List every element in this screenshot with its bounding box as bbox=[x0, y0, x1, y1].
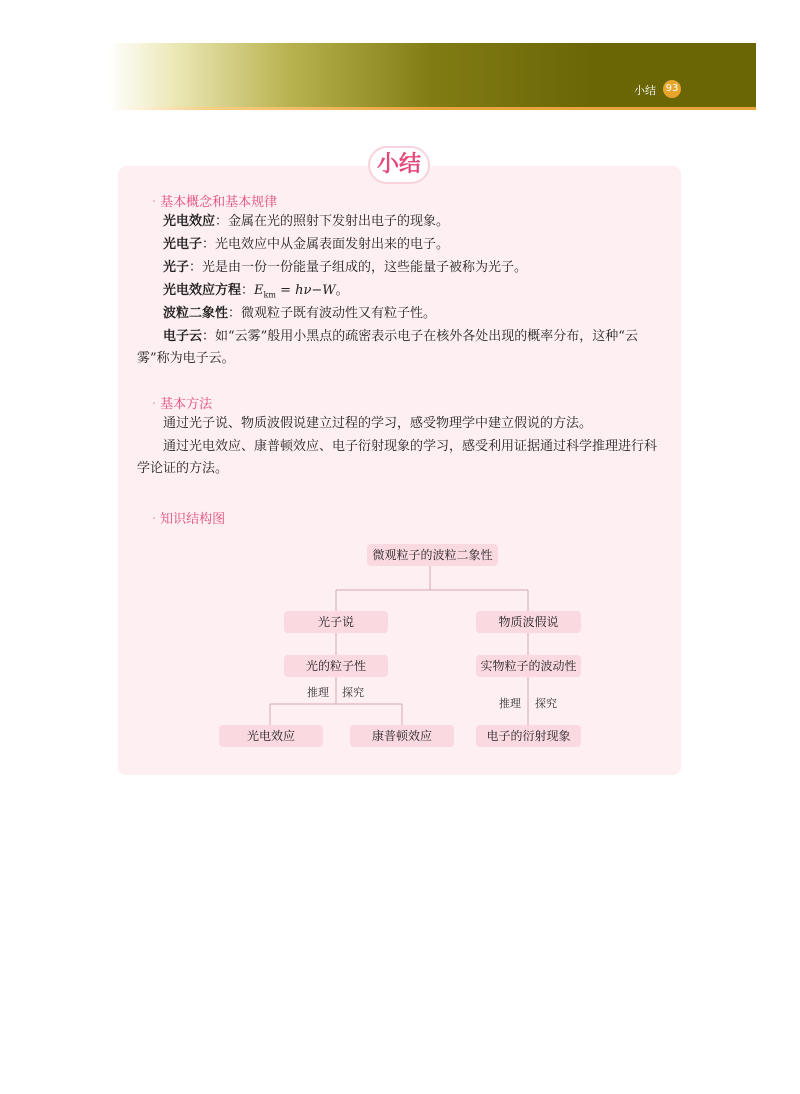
diagram-node-wave-nature: 实物粒子的波动性 bbox=[476, 655, 581, 677]
diagram-leaf-photoelectric: 光电效应 bbox=[219, 725, 323, 747]
section-heading-structure: · 知识结构图 bbox=[152, 512, 226, 527]
concept-text: ：光电效应中从金属表面发射出来的电子。 bbox=[202, 237, 450, 252]
section-heading-methods: · 基本方法 bbox=[152, 397, 213, 412]
concept-term: 光电效应方程 bbox=[163, 283, 242, 298]
formula-rest: = hν−W bbox=[275, 283, 336, 298]
concept-term: 光电子 bbox=[163, 237, 203, 252]
concept-term: 电子云 bbox=[163, 329, 203, 344]
diagram-leaf-diffraction: 电子的衍射现象 bbox=[476, 725, 581, 747]
concept-term: 光子 bbox=[163, 260, 190, 275]
concept-text: ：光是由一份一份能量子组成的，这些能量子被称为光子。 bbox=[189, 260, 528, 275]
concept-term: 光电效应 bbox=[163, 214, 216, 229]
edge-label-explore-left: 探究 bbox=[342, 686, 364, 699]
diagram-node-matter-wave: 物质波假说 bbox=[476, 611, 581, 633]
concept-text: ： bbox=[241, 283, 255, 298]
bullet-dot-icon: · bbox=[152, 397, 157, 412]
section-heading-concepts: · 基本概念和基本规律 bbox=[152, 195, 278, 210]
concept-text: ：金属在光的照射下发射出电子的现象。 bbox=[215, 214, 450, 229]
formula-e: E bbox=[254, 283, 264, 298]
diagram-node-photon-theory: 光子说 bbox=[284, 611, 388, 633]
diagram-leaf-compton: 康普顿效应 bbox=[350, 725, 454, 747]
formula-subscript: km bbox=[263, 290, 276, 300]
header-section-name: 小结 bbox=[634, 84, 656, 97]
page-title: 小结 bbox=[376, 152, 421, 177]
diagram-node-particle-nature: 光的粒子性 bbox=[284, 655, 388, 677]
diagram-node-root: 微观粒子的波粒二象性 bbox=[367, 544, 498, 566]
page-number-badge: 93 bbox=[663, 80, 681, 98]
edge-label-explore-right: 探究 bbox=[535, 697, 557, 710]
edge-label-reasoning-left: 推理 bbox=[307, 686, 329, 699]
bullet-dot-icon: · bbox=[152, 195, 157, 210]
concept-term: 波粒二象性 bbox=[163, 306, 229, 321]
formula-end: 。 bbox=[335, 283, 349, 298]
concept-text: ：如“云雾”般用小黑点的疏密表示电子在核外各处出现的概率分布，这种“云雾”称为电子云。 bbox=[137, 329, 638, 366]
method-paragraph-2: 通过光电效应、康普顿效应、电子衍射现象的学习，感受利用证据通过科学推理进行科学论证的方法。 bbox=[137, 439, 658, 476]
bullet-dot-icon: · bbox=[152, 512, 157, 527]
edge-label-reasoning-right: 推理 bbox=[499, 697, 521, 710]
concept-text: ：微观粒子既有波动性又有粒子性。 bbox=[228, 306, 437, 321]
method-paragraph-1: 通过光子说、物质波假说建立过程的学习，感受物理学中建立假说的方法。 bbox=[163, 416, 593, 431]
